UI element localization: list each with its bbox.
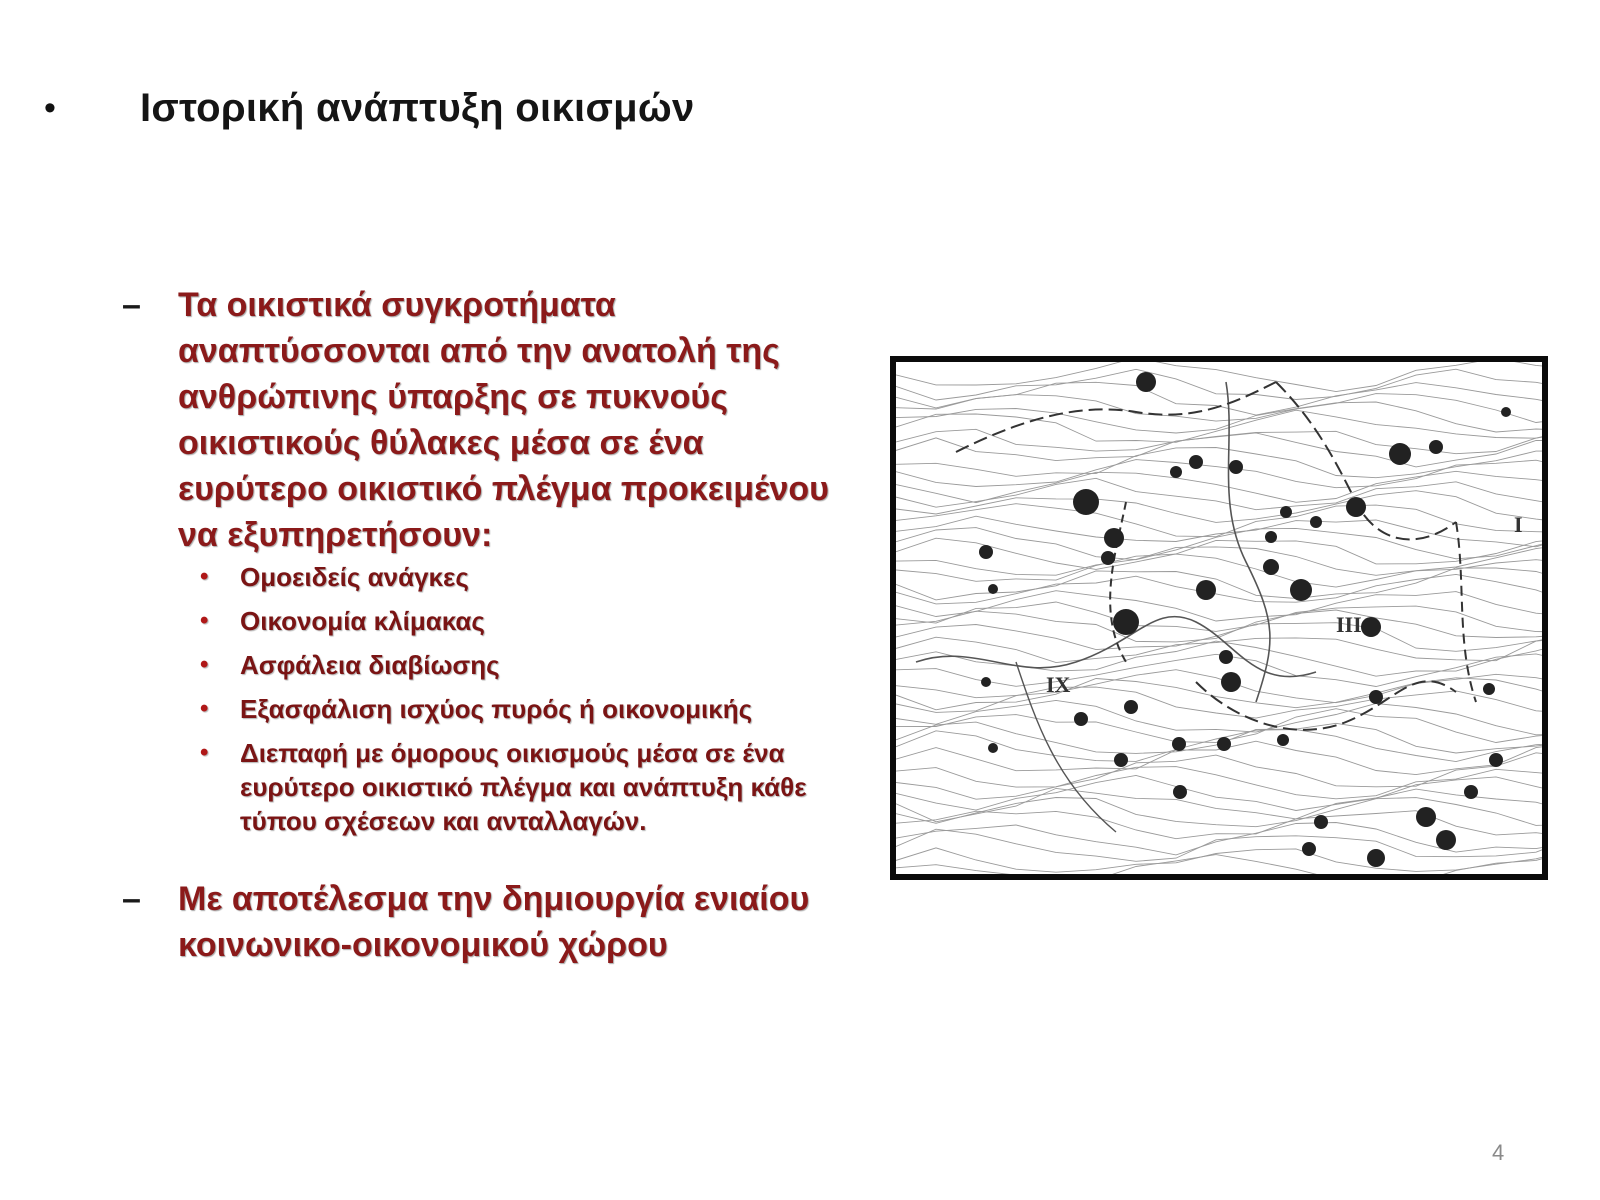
sub-item — [200, 648, 862, 682]
dash-item-text: Τα οικιστικά συγκροτήματα αναπτύσσονται από την ανατολή της ανθρώπινης ύπαρξης σε πυκνούς οικιστικούς θύλακες μέσα σε ένα ευρύτερο οικιστικό πλέγμα προκειμένου να εξυπηρετήσουν: — [178, 286, 829, 554]
sub-bullet: • — [200, 695, 209, 722]
contour-line — [896, 670, 1542, 703]
sub-item — [200, 560, 862, 594]
contour-line — [896, 528, 1542, 560]
contour-line — [896, 538, 1542, 570]
settlement-dot — [1172, 737, 1186, 751]
contour-line — [896, 429, 1542, 453]
settlement-dot — [1369, 690, 1383, 704]
dash-item-1 — [122, 282, 862, 558]
dash-item-text: Με αποτέλεσμα την δημιουργία ενιαίου κοινωνικο-οικονομικού χώρου — [178, 880, 810, 964]
settlement-dot — [1265, 531, 1277, 543]
contour-line — [896, 410, 1542, 442]
settlement-dot — [1429, 440, 1443, 454]
settlement-dot — [1113, 609, 1139, 635]
settlement-dot — [1280, 506, 1292, 518]
settlement-dot — [979, 545, 993, 559]
settlement-dot — [1346, 497, 1366, 517]
sub-item-text: Ομοειδείς ανάγκες — [240, 562, 469, 592]
settlement-dot — [1489, 753, 1503, 767]
settlement-dot — [1173, 785, 1187, 799]
settlement-dot — [1189, 455, 1203, 469]
sub-item-text: Οικονομία κλίμακας — [240, 606, 485, 636]
settlement-dot — [1114, 753, 1128, 767]
contour-line — [896, 591, 1542, 621]
settlement-dot — [1101, 551, 1115, 565]
settlement-dot — [1367, 849, 1385, 867]
dash-marker: – — [122, 880, 141, 918]
settlement-dot — [1483, 683, 1495, 695]
page-number: 4 — [1492, 1140, 1505, 1165]
settlement-dot — [1361, 617, 1381, 637]
settlement-dot — [988, 743, 998, 753]
settlement-dot — [1217, 737, 1231, 751]
settlement-dot — [1170, 466, 1182, 478]
dash-item-2 — [122, 876, 862, 968]
map-region-label: I — [1514, 512, 1523, 537]
settlement-dot — [1277, 734, 1289, 746]
settlement-dot — [1501, 407, 1511, 417]
title-bullet: • — [44, 89, 56, 127]
settlement-dot — [1389, 443, 1411, 465]
contour-line — [896, 394, 1542, 423]
settlement-dot — [988, 584, 998, 594]
contour-line — [896, 568, 1542, 600]
settlement-dot — [1310, 516, 1322, 528]
contour-line — [896, 516, 1542, 547]
sub-bullet: • — [200, 607, 209, 634]
map-illustration — [896, 362, 1542, 874]
settlement-dot — [1124, 700, 1138, 714]
boundary-line — [1456, 522, 1476, 702]
settlement-dot — [1104, 528, 1124, 548]
map-contours — [896, 362, 1542, 874]
settlement-dot — [1290, 579, 1312, 601]
settlement-dot — [981, 677, 991, 687]
settlement-dot — [1314, 815, 1328, 829]
slide-content — [122, 282, 862, 968]
dash-marker: – — [122, 286, 141, 324]
settlement-dot — [1464, 785, 1478, 799]
contour-line — [896, 478, 1542, 509]
river — [1226, 382, 1270, 702]
contour-line — [896, 471, 1542, 502]
sub-item-text: Εξασφάλιση ισχύος πυρός ή οικονομικής — [240, 694, 753, 724]
sub-item-text: Διεπαφή με όμορους οικισμούς μέσα σε ένα ευρύτερο οικιστικό πλέγμα και ανάπτυξη κάθε τύπου σχέσεων και ανταλλαγών. — [240, 738, 807, 836]
boundary-line — [1110, 502, 1126, 662]
slide-title: Ιστορική ανάπτυξη οικισμών — [140, 86, 695, 130]
contour-line — [896, 641, 1542, 677]
settlement-dot — [1136, 372, 1156, 392]
contour-line — [896, 848, 1542, 872]
sub-item — [200, 692, 862, 726]
contour-line — [896, 654, 1542, 687]
sub-item — [200, 604, 862, 638]
sub-bullet: • — [200, 739, 209, 766]
settlement-dot — [1196, 580, 1216, 600]
settlement-dot — [1073, 489, 1099, 515]
sub-item-text: Ασφάλεια διαβίωσης — [240, 650, 500, 680]
title-row — [44, 86, 695, 131]
settlement-dot — [1302, 842, 1316, 856]
settlement-dot — [1229, 460, 1243, 474]
settlement-dot — [1219, 650, 1233, 664]
contour-line — [896, 554, 1542, 587]
sub-bullet: • — [200, 651, 209, 678]
sub-list — [200, 560, 862, 838]
settlement-dot — [1221, 672, 1241, 692]
contour-line — [896, 433, 1542, 467]
contour-line — [896, 700, 1542, 734]
settlement-dot — [1263, 559, 1279, 575]
contour-line — [896, 362, 1542, 392]
sub-bullet: • — [200, 563, 209, 590]
contour-line — [896, 767, 1542, 800]
map-settlements — [979, 372, 1511, 867]
settlement-dot — [1436, 830, 1456, 850]
settlement-map — [890, 356, 1548, 880]
map-region-label: III — [1336, 612, 1362, 637]
sub-item — [200, 736, 862, 838]
boundary-line — [1276, 382, 1456, 539]
settlement-dot — [1416, 807, 1436, 827]
map-region-label: IX — [1046, 672, 1071, 697]
settlement-dot — [1074, 712, 1088, 726]
